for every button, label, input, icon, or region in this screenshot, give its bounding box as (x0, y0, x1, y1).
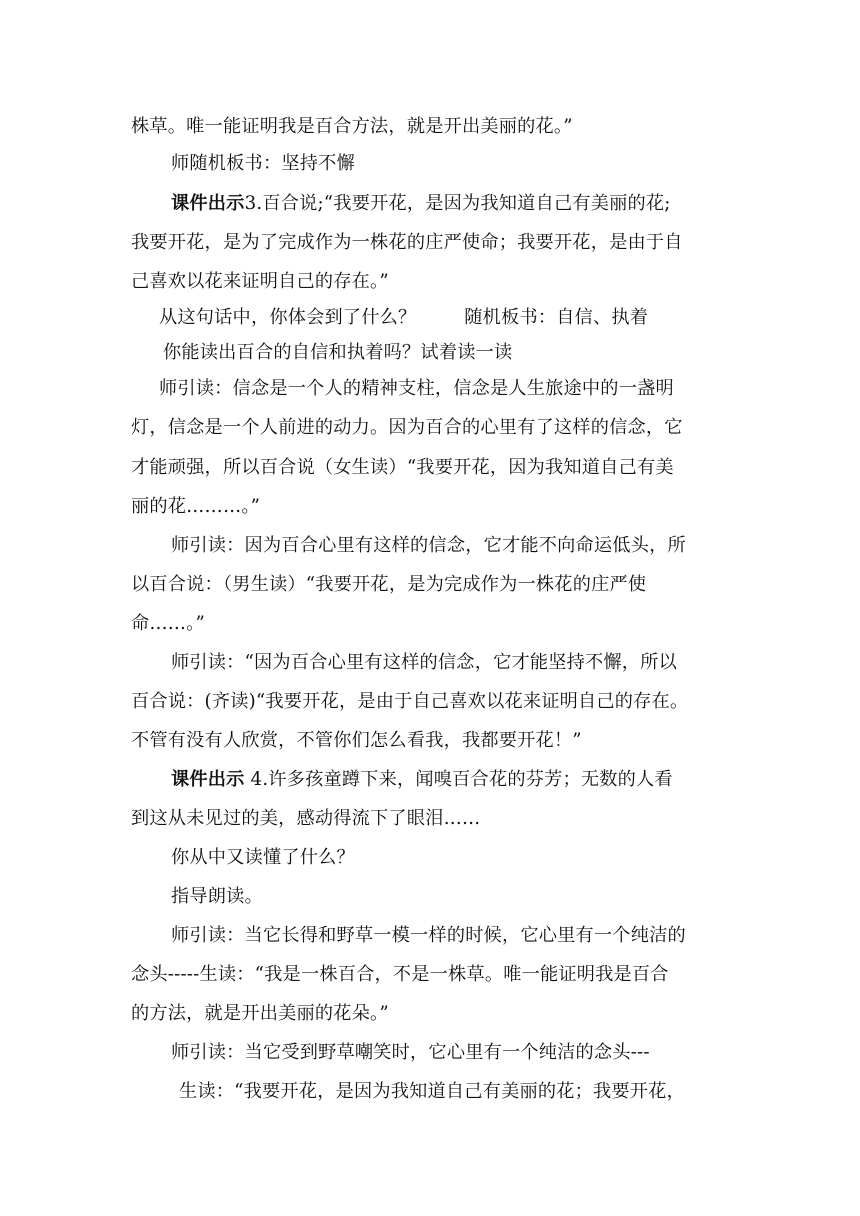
text-line: 生读：“我要开花，是因为我知道自己有美丽的花；我要开花， (179, 1081, 685, 1102)
line-text: 4.许多孩童蹲下来，闻嗅百合花的芬芳；无数的人看 (244, 769, 673, 790)
text-line: 你能读出百合的自信和执着吗？试着读一读 (163, 342, 513, 363)
text-line: 师引读：“因为百合心里有这样的信念，它才能坚持不懈，所以 (171, 652, 677, 673)
text-line: 师引读：信念是一个人的精神支柱，信念是人生旅途中的一盏明 (159, 378, 674, 399)
text-line: 的方法，就是开出美丽的花朵。” (131, 1003, 389, 1024)
text-line: 灯，信念是一个人前进的动力。因为百合的心里有了这样的信念，它 (131, 417, 683, 438)
text-line (171, 192, 671, 216)
bold-label: 课件出示 (171, 769, 245, 790)
text-line: 百合说：(齐读)“我要开花，是由于自己喜欢以花来证明自己的存在。 (131, 691, 689, 712)
text-line: 念头-----生读：“我是一株百合，不是一株草。唯一能证明我是百合 (131, 964, 669, 985)
text-line: 师随机板书：坚持不懈 (171, 153, 355, 174)
bold-label: 课件出示 (171, 193, 245, 214)
text-line (171, 768, 673, 792)
text-line: 我要开花，是为了完成作为一株花的庄严使命；我要开花，是由于自 (131, 232, 683, 253)
text-line: 命……。” (131, 613, 205, 634)
text-line: 己喜欢以花来证明自己的存在。” (131, 271, 389, 292)
text-line: 以百合说：（男生读）“我要开花，是为完成作为一株花的庄严使 (131, 574, 647, 595)
text-line: 丽的花………。” (131, 496, 261, 517)
text-line: 师引读：因为百合心里有这样的信念，它才能不向命运低头，所 (171, 535, 686, 556)
text-line: 株草。唯一能证明我是百合方法，就是开出美丽的花。” (131, 116, 573, 137)
text-line: 到这从未见过的美，感动得流下了眼泪…… (131, 808, 481, 829)
text-line: 师引读：当它长得和野草一模一样的时候，它心里有一个纯洁的 (171, 925, 686, 946)
line-text: 3.百合说;“我要开花，是因为我知道自己有美丽的花; (244, 193, 671, 214)
text-line: 师引读：当它受到野草嘲笑时，它心里有一个纯洁的念头--- (171, 1042, 650, 1063)
text-line: 从这句话中，你体会到了什么？ 随机板书：自信、执着 (159, 307, 649, 328)
text-line: 你从中又读懂了什么？ (171, 847, 355, 868)
text-line: 不管有没有人欣赏，不管你们怎么看我，我都要开花！” (131, 730, 582, 751)
text-line: 才能顽强，所以百合说（女生读）“我要开花，因为我知道自己有美 (131, 457, 674, 478)
text-line: 指导朗读。 (171, 886, 263, 907)
